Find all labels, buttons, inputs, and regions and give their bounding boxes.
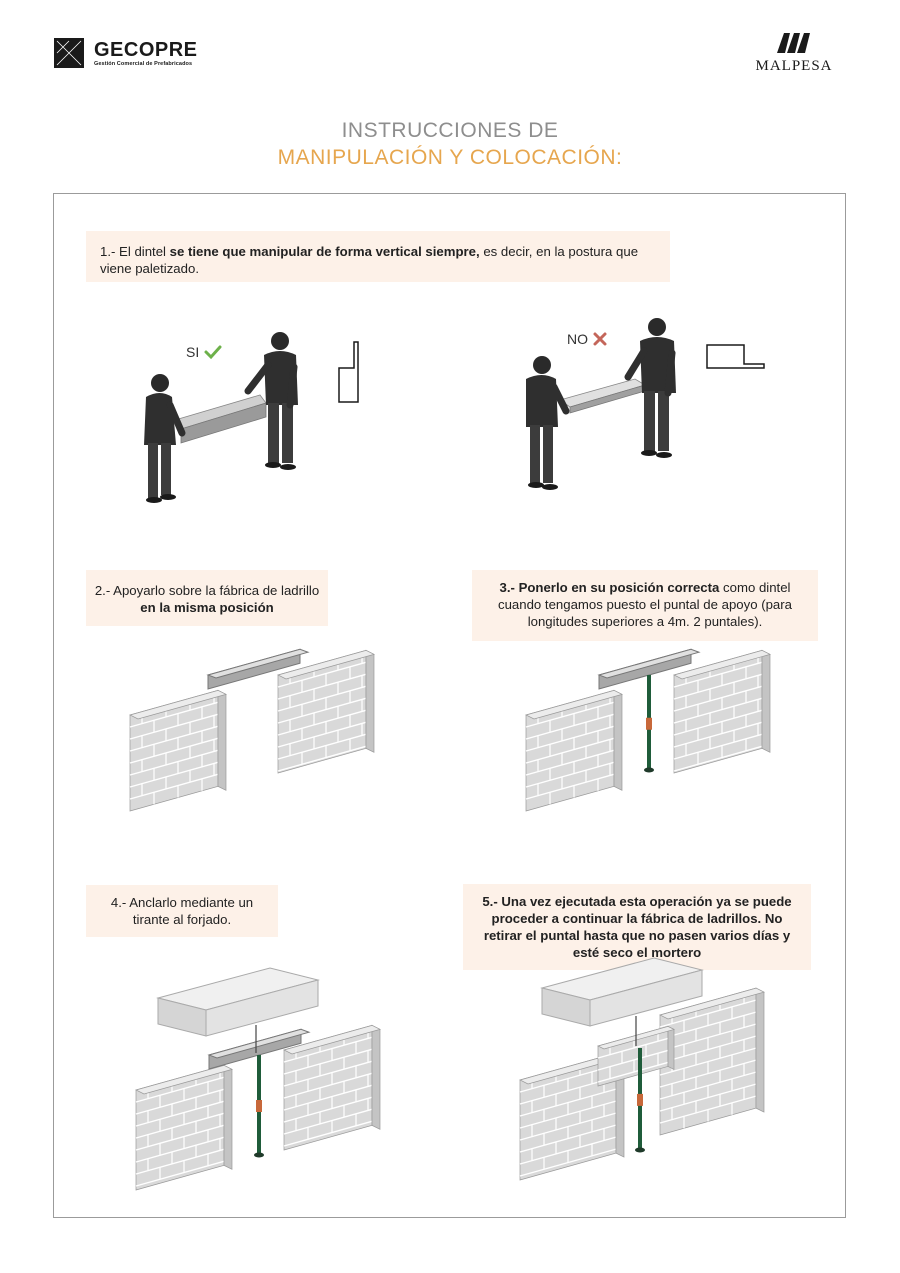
step-1-note xyxy=(86,231,670,282)
no-text: NO xyxy=(567,331,588,347)
wall-step-3-illustration xyxy=(524,630,769,815)
step-5-note xyxy=(463,884,811,970)
step-3-text-bold: 3.- Ponerlo en su posición correcta xyxy=(499,580,720,595)
wall-right-block xyxy=(278,650,374,773)
step-4-text: 4.- Anclarlo mediante un tirante al forjado. xyxy=(110,895,254,927)
step-3-text-b: como dintel cuando tengamos puesto el puntal de apoyo (para longitudes superiores a 4m. 2 puntales). xyxy=(497,580,792,629)
flat-profile-icon xyxy=(706,344,768,370)
step-5-text: 5.- Una vez ejecutada esta operación ya se puede proceder a continuar la fábrica de ladrillos. No retirar el puntal hasta que no pasen varios días y esté seco el mortero xyxy=(482,894,792,960)
left-brand-tagline: Gestión Comercial de Prefabricados xyxy=(94,60,193,67)
gecopre-logo xyxy=(54,38,198,68)
carry-flat-illustration xyxy=(520,315,720,505)
gecopre-mark-icon xyxy=(54,38,84,68)
page-title-line1: INSTRUCCIONES DE xyxy=(341,119,559,142)
step-2-text-a: 2.- Apoyarlo sobre la fábrica de ladrillo xyxy=(94,583,320,598)
support-prop xyxy=(254,1055,264,1158)
wall-left-block xyxy=(130,690,226,811)
step-2-note xyxy=(86,570,328,626)
malpesa-mark-icon xyxy=(777,32,811,54)
wall-step-2-illustration xyxy=(128,630,373,815)
left-brand-name: GECOPRE xyxy=(94,38,198,61)
step-1-text-c: es decir, en la postura que viene paletizado. xyxy=(100,244,639,276)
step-4-note xyxy=(86,885,278,937)
wall-left-block xyxy=(136,1065,232,1190)
step-2-text-bold: en la misma posición xyxy=(140,600,274,615)
wall-right-block xyxy=(674,650,770,773)
step-1-text-bold: se tiene que manipular de forma vertical siempre, xyxy=(169,244,480,259)
malpesa-logo xyxy=(746,32,842,75)
vertical-profile-icon xyxy=(338,340,362,404)
wall-right-block xyxy=(660,988,764,1135)
right-brand-name: MALPESA xyxy=(755,58,833,74)
wall-step-5-illustration xyxy=(518,960,763,1190)
step-1-text-a: 1.- El dintel xyxy=(100,244,170,259)
page-title-line2: MANIPULACIÓN Y COLOCACIÓN: xyxy=(277,146,623,169)
yes-text: SI xyxy=(186,344,200,360)
floor-slab xyxy=(158,968,318,1036)
support-prop xyxy=(644,675,654,773)
wall-step-4-illustration xyxy=(134,965,379,1195)
wall-left-block xyxy=(526,690,622,811)
